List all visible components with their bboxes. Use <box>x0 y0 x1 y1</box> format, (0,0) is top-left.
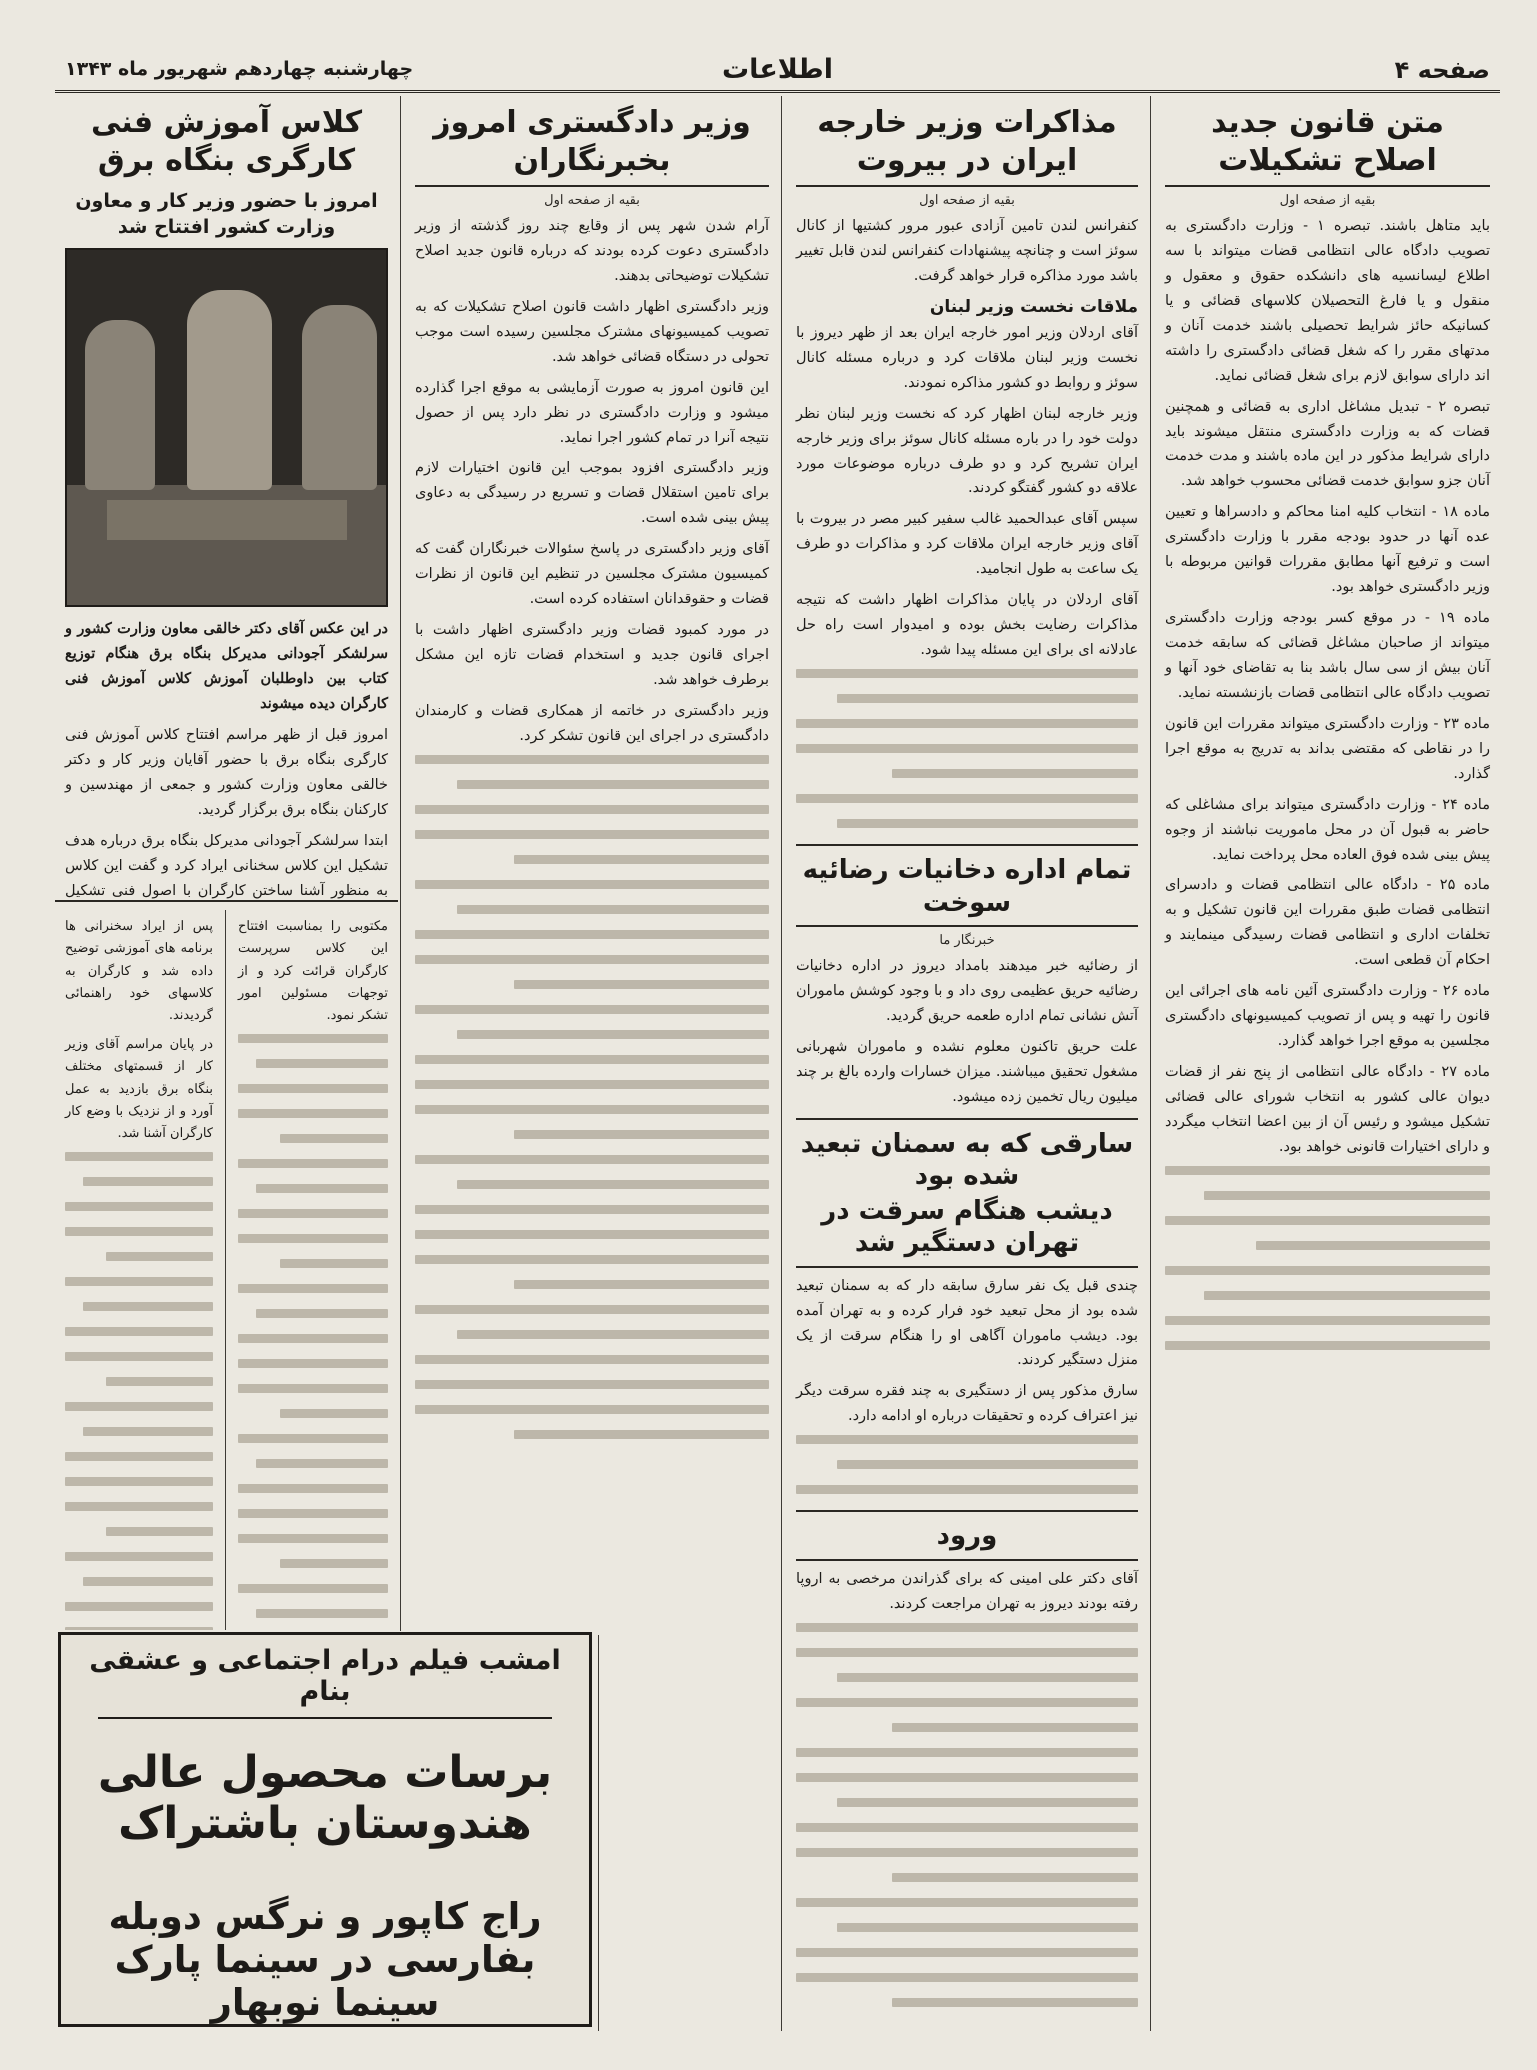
column-rule <box>400 96 401 1631</box>
paragraph: ماده ۲۴ - وزارت دادگستری میتواند برای مشاغلی که حاضر به قبول آن در محل ماموریت نباشند از وجوه پیش بینی شده فوق العاده محل پرداخت نماید. <box>1165 796 1490 863</box>
paragraph: از رضائیه خبر میدهند بامداد دیروز در اداره دخانیات رضائیه حریق عظیمی روی داد و با وجود کوشش ماموران آتش نشانی تمام اداره طعمه حریق گردید. <box>796 958 1138 1024</box>
illegible-text <box>65 1152 213 1630</box>
photo-caption: در این عکس آقای دکتر خالقی معاون وزارت کشور و سرلشکر آجودانی مدیرکل بنگاه برق هنگام توزیع کتاب بین داوطلبان آموزش کلاس آموزش فنی کارگران دیده میشوند <box>65 620 388 713</box>
paragraph: ابتدا سرلشکر آجودانی مدیرکل بنگاه برق درباره هدف تشکیل این کلاس سخنانی ایراد کرد و گفت این کلاس به منظور آشنا ساختن کارگران با اصول فنی تشکیل <box>65 832 388 899</box>
illegible-text <box>796 669 1138 828</box>
article-justice-minister <box>405 96 779 1631</box>
headline: مذاکرات وزیر خارجه ایران در بیروت <box>796 104 1138 187</box>
paragraph: پس از ایراد سخنرانی ها برنامه های آموزشی توضیح داده شد و کارگران به کلاسهای خود راهنمائی گردیدند. <box>65 919 213 1024</box>
paragraph: وزیر دادگستری اظهار داشت قانون اصلاح تشکیلات که به تصویب کمیسیونهای مشترک مجلسین رسیده است موجب تحولی در دستگاه قضائی خواهد شد. <box>415 298 769 365</box>
cinema-advertisement <box>58 1632 592 2027</box>
headline: کلاس آموزش فنی کارگری بنگاه برق <box>90 105 363 178</box>
paragraph: سارق مذکور پس از دستگیری به چند فقره سرقت دیگر نیز اعتراف کرده و تحقیقات درباره او ادامه دارد. <box>796 1383 1138 1425</box>
article-training-class <box>55 96 398 908</box>
ad-line-3: راج کاپور و نرگس دوبله بفارسی در سینما پارک سینما نوبهار <box>108 1895 542 2024</box>
article-continuation-left <box>55 910 223 1630</box>
illegible-text <box>1165 1166 1490 1350</box>
paragraph: چندی قبل یک نفر سارق سابقه دار که به سمنان تبعید شده بود از محل تبعید خود فرار کرده و به تهران آمده بود. دیشب ماموران آگاهی او را هنگام سرقت از یک منزل دستگیر کردند. <box>796 1277 1138 1369</box>
illegible-text <box>238 1034 388 1618</box>
paragraph: ماده ۱۸ - انتخاب کلیه امنا محاکم و دادسراها و تعیین عده آنها در حدود بودجه مقرر با وزارت دادگستری است و ترفیع آنها مطابق مقررات قوانین مربوطه با وزیر دادگستری خواهد بود. <box>1165 504 1490 596</box>
paragraph: ماده ۲۷ - دادگاه عالی انتظامی از پنج نفر از قضات دیوان عالی کشور به انتخاب شورای عالی قضائی تشکیل میشود و رئیس آن از بین اعضا انتخاب میگردد و دارای اختیارات قانونی خواهد بود. <box>1165 1064 1490 1155</box>
article-foreign-minister <box>786 96 1148 2031</box>
column-rule <box>225 910 226 1630</box>
paragraph: آقای دکتر علی امینی که برای گذراندن مرخصی به اروپا رفته بودند دیروز به تهران مراجعت کردند. <box>796 1570 1138 1612</box>
paragraph: وزیر دادگستری در خاتمه از همکاری قضات و کارمندان دادگستری در اجرای این قانون تشکر کرد. <box>415 702 769 744</box>
byline: خبرنگار ما <box>939 933 995 948</box>
article-continuation-right <box>228 910 398 1630</box>
illegible-text <box>796 1623 1138 2007</box>
paragraph: ماده ۲۵ - دادگاه عالی انتظامی قضات و دادسرای انتظامی قضات طبق مقررات این قانون تشکیل و به تخلفات اداری و انتظامی قضات رسیدگی مینمایند و احکام آن قطعی است. <box>1165 877 1490 969</box>
headline: سارقی که به سمنان تبعید شده بود <box>800 1128 1134 1192</box>
paragraph: باید متاهل باشند. تبصره ۱ - وزارت دادگستری به تصویب دادگاه عالی انتظامی قضات میتواند با سه اطلاع لیسانسیه های دانشکده حقوق و معقول و منقول و یا فارغ التحصیلان کلاسهای قضائی و یا کسانیکه حائز شرایط تحصیلی باشند خدمت آنان و مدتهای مقرر را که شغل قضائی دادگستری را داشته اند دارای سوابق لازم برای شغل قضائی نماید. <box>1165 218 1490 384</box>
paragraph: در مورد کمبود قضات وزیر دادگستری اظهار داشت با اجرای قانون جدید و استخدام قضات تازه این مشکل برطرف خواهد شد. <box>415 622 769 688</box>
ad-line-1: امشب فیلم درام اجتماعی و عشقی بنام <box>61 1645 589 1719</box>
divider <box>796 1118 1138 1120</box>
paragraph: این قانون امروز به صورت آزمایشی به موقع اجرا گذارده میشود و وزارت دادگستری در نظر دارد پس از حصول نتیجه آنرا در تمام کشور اجرا نماید. <box>415 379 769 446</box>
paragraph: وزیر خارجه لبنان اظهار کرد که نخست وزیر لبنان نظر دولت خود را در باره مسئله کانال سوئز برای وزیر خارجه ایران تشریح کرد و دو طرف درباره موضوعات مورد علاقه دو کشور گفتگو کردند. <box>796 405 1138 497</box>
paragraph: وزیر دادگستری افزود بموجب این قانون اختیارات لازم برای تامین استقلال قضات و تسریع در رسیدگی به دعاوی پیش بینی شده است. <box>415 460 769 527</box>
paragraph: آقای وزیر دادگستری در پاسخ سئوالات خبرنگاران گفت که کمیسیون مشترک مجلسین در تنظیم این قانون از نظرات قضات و حقوقدانان استفاده کرده است. <box>415 541 769 608</box>
headline: وزیر دادگستری امروز بخبرنگاران <box>415 104 769 187</box>
illegible-text <box>796 1435 1138 1494</box>
page-number: صفحه ۴ <box>1394 56 1490 84</box>
deck: امروز با حضور وزیر کار و معاون وزارت کشور افتتاح شد <box>75 190 378 238</box>
continued-note: بقیه از صفحه اول <box>919 193 1015 208</box>
illegible-text <box>415 755 769 1439</box>
paragraph: مکتوبی را بمناسبت افتتاح این کلاس سرپرست کارگران قرائت کرد و از توجهات مسئولین امور تشکر نمود. <box>238 919 388 1024</box>
headline: ورود <box>796 1520 1138 1561</box>
paragraph: علت حریق تاکنون معلوم نشده و ماموران شهربانی مشغول تحقیق میباشند. میزان خسارات وارده بالغ بر چند میلیون ریال تخمین زده میشود. <box>796 1038 1138 1105</box>
issue-date: چهارشنبه چهاردهم شهریور ماه ۱۳۴۳ <box>65 58 414 80</box>
paragraph: تبصره ۲ - تبدیل مشاغل اداری به قضائی و همچنین قضات که به وزارت دادگستری منتقل میشوند باید دارای شرایط مذکور در این ماده باشند و مدت خدمت آنان جزو سوابق خدمت قضائی محسوب خواهد شد. <box>1165 398 1490 490</box>
paragraph: سپس آقای عبدالحمید غالب سفیر کبیر مصر در بیروت با آقای وزیر خارجه ایران ملاقات کرد و مذاکرات دو طرف یک ساعت به طول انجامید. <box>796 511 1138 578</box>
divider <box>55 900 398 902</box>
news-photo <box>65 248 388 607</box>
divider <box>796 844 1138 846</box>
article-law-reform <box>1155 96 1500 2031</box>
paragraph: ماده ۲۳ - وزارت دادگستری میتواند مقررات این قانون را در نقاطی که مقتضی بداند به تدریج به موقع اجرا گذارد. <box>1165 715 1490 782</box>
masthead <box>55 52 1500 93</box>
ad-line-2: برسات محصول عالی هندوستان باشتراک <box>97 1747 553 1849</box>
newspaper-name: اطلاعات <box>722 54 833 85</box>
headline: متن قانون جدید اصلاح تشکیلات <box>1165 104 1490 187</box>
paragraph: امروز قبل از ظهر مراسم افتتاح کلاس آموزش فنی کارگری بنگاه برق با حضور آقایان وزیر کار و دکتر خالقی معاون وزارت کشور و جمعی از مهندسین و کارکنان بنگاه برق برگزار گردید. <box>65 727 388 818</box>
column-rule <box>598 1635 599 2031</box>
paragraph: آقای اردلان در پایان مذاکرات اظهار داشت که نتیجه مذاکرات رضایت بخش بوده و امیدوار است راه حل عادلانه ای برای این مسئله پیدا شود. <box>796 592 1138 659</box>
column-rule <box>781 96 782 2031</box>
continued-note: بقیه از صفحه اول <box>544 193 640 208</box>
paragraph: آقای اردلان وزیر امور خارجه ایران بعد از ظهر دیروز با نخست وزیر لبنان ملاقات کرد و درباره مسئله کانال سوئز و روابط دو کشور مذاکره نمودند. <box>796 324 1138 391</box>
paragraph: در پایان مراسم آقای وزیر کار از قسمتهای مختلف بنگاه برق بازدید به عمل آورد و از نزدیک با وضع کار کارگران آشنا شد. <box>65 1036 213 1142</box>
paragraph: ماده ۲۶ - وزارت دادگستری آئین نامه های اجرائی این قانون را تهیه و پس از تصویب کمیسیونهای دادگستری مجلسین به موقع اجرا خواهد گذارد. <box>1165 983 1490 1050</box>
column-rule <box>1150 96 1151 2031</box>
headline: تمام اداره دخانیات رضائیه سوخت <box>796 854 1138 927</box>
headline: دیشب هنگام سرقت در تهران دستگیر شد <box>796 1195 1138 1268</box>
paragraph: ماده ۱۹ - در موقع کسر بودجه وزارت دادگستری میتواند از صاحبان مشاغل قضائی که سابقه خدمت آنان بیش از سی سال باشد بنا به تقاضای خود آنها و تصویب دادگاه عالی انتظامی قضات بازنشسته نماید. <box>1165 610 1490 701</box>
continued-note: بقیه از صفحه اول <box>1279 193 1376 208</box>
subheading: ملاقات نخست وزیر لبنان <box>929 296 1138 317</box>
paragraph: آرام شدن شهر پس از وقایع چند روز گذشته از وزیر دادگستری دعوت کرده بودند که درباره قانون جدید اصلاح تشکیلات توضیحاتی بدهند. <box>415 218 769 284</box>
divider <box>796 1510 1138 1512</box>
paragraph: کنفرانس لندن تامین آزادی عبور مرور کشتیها از کانال سوئز است و چنانچه پیشنهادات کنفرانس لندن قابل تغییر باشد مورد مذاکره قرار خواهد گرفت. <box>796 218 1138 284</box>
